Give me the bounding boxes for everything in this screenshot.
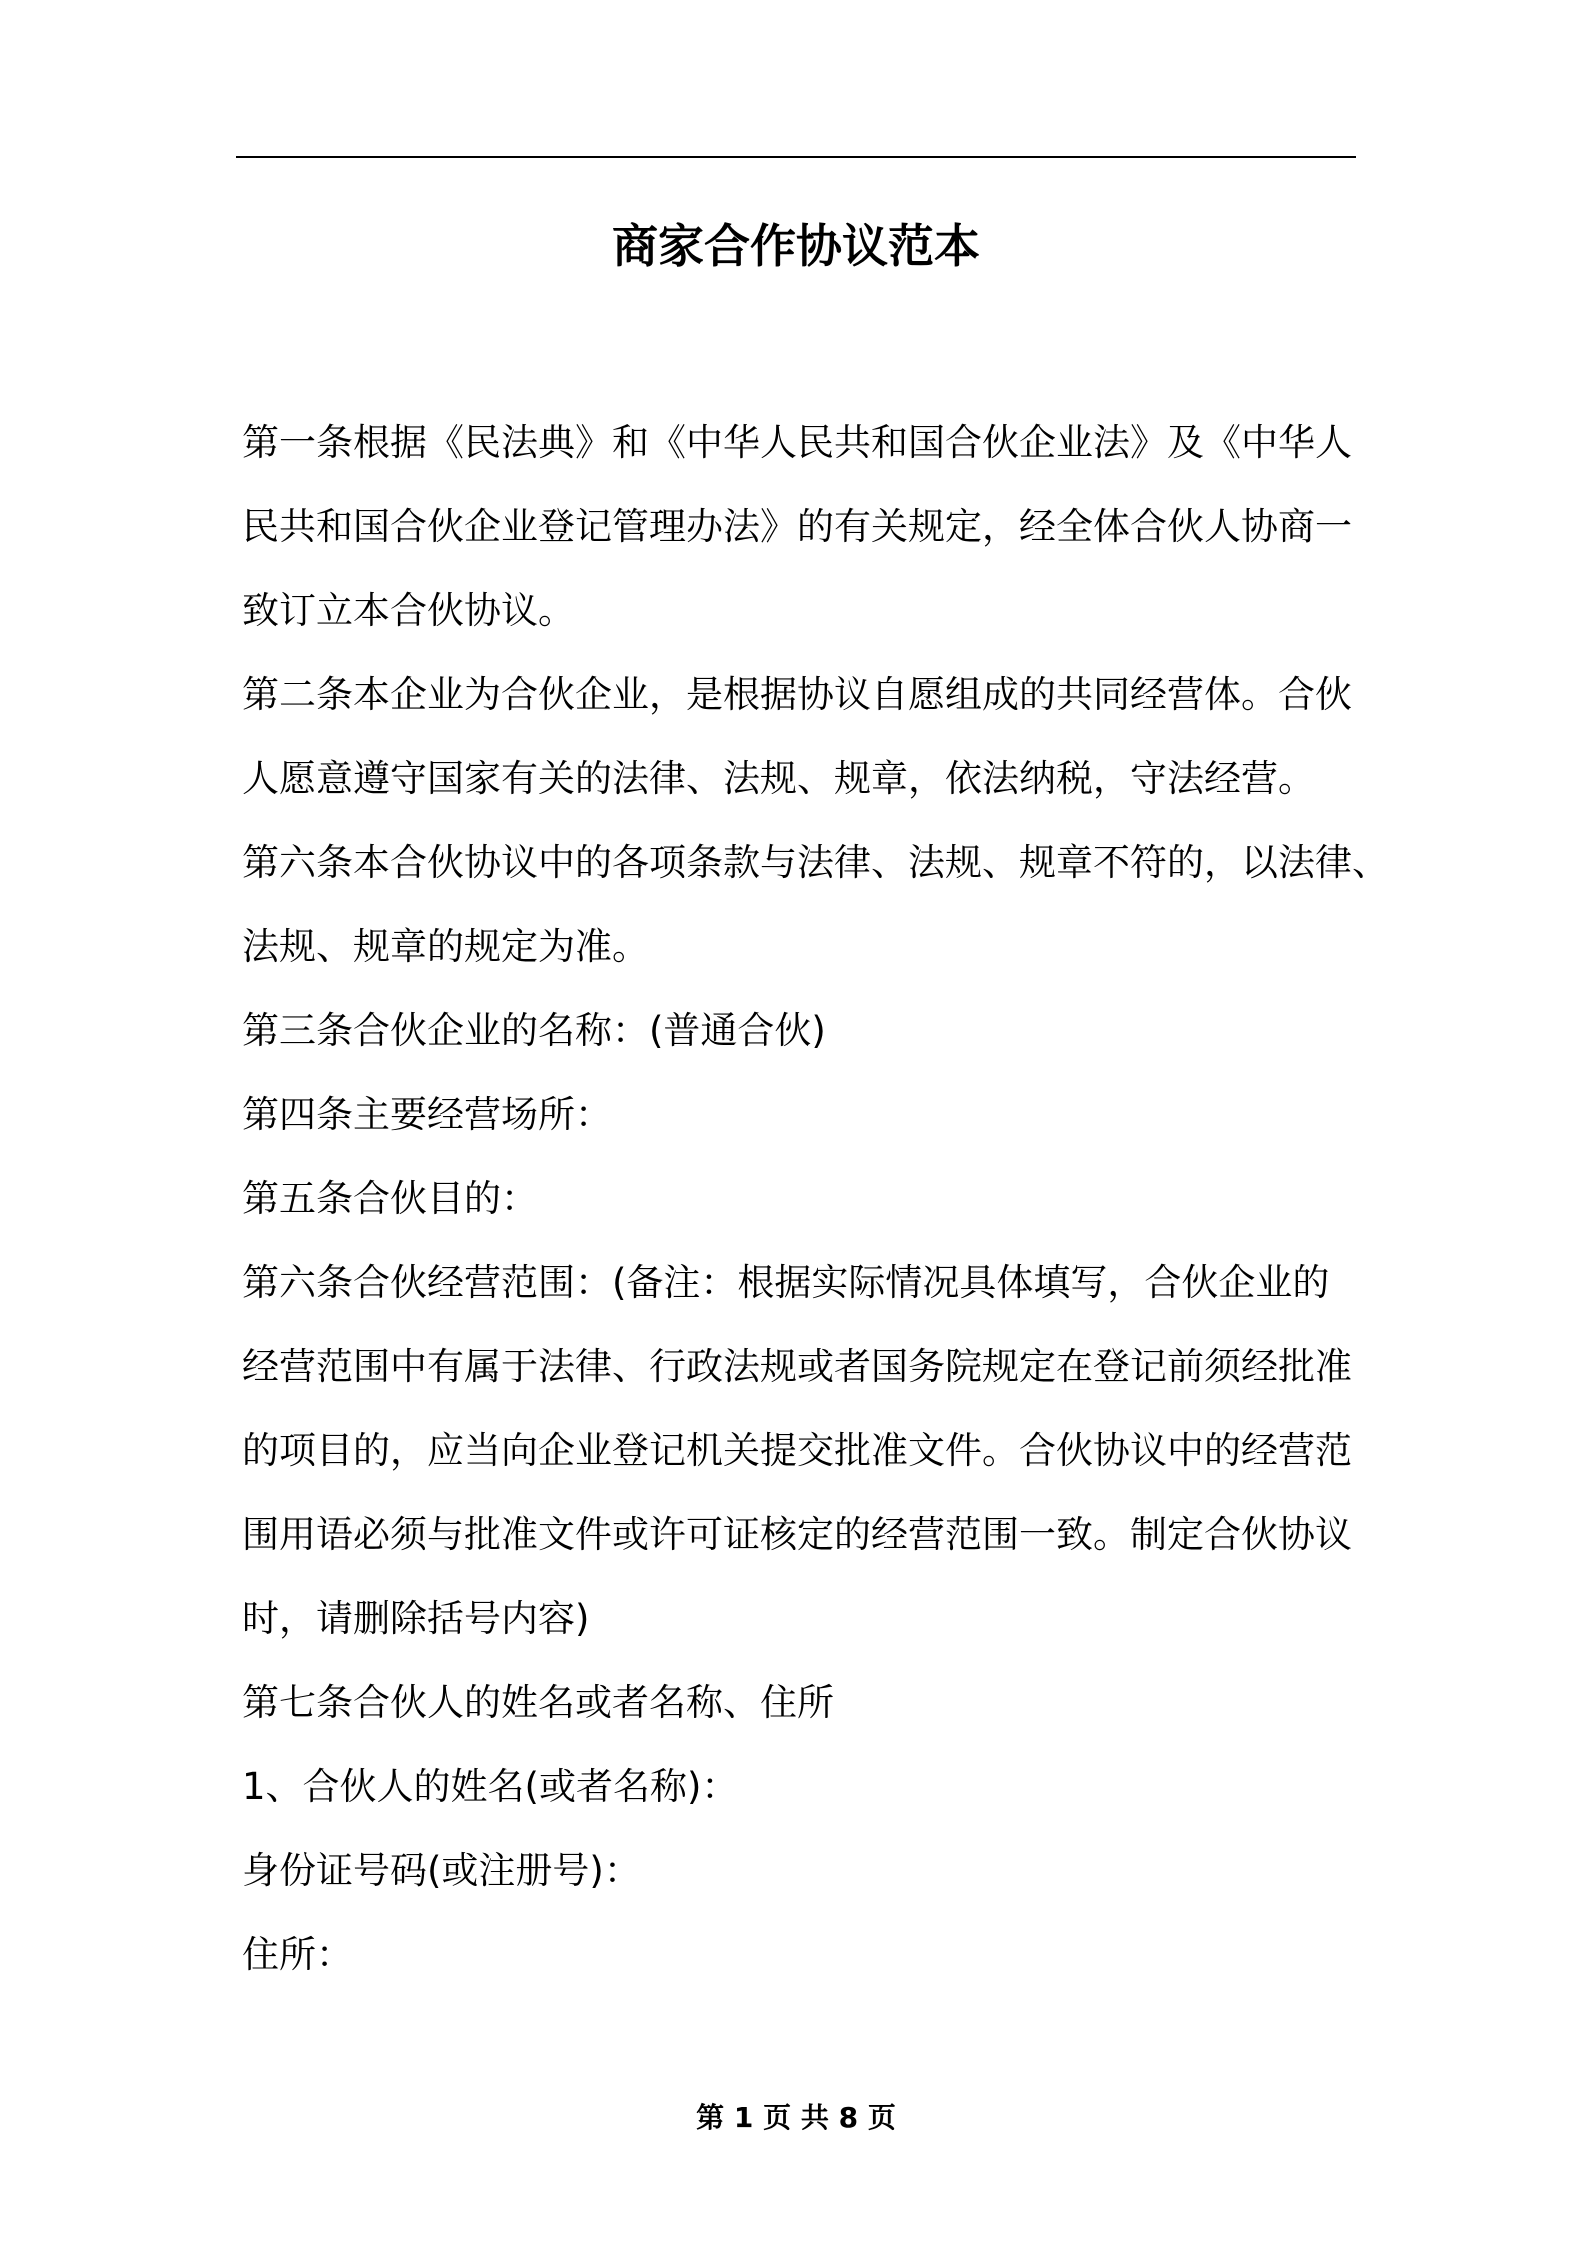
page-number-footer: 第 1 页 共 8 页 bbox=[696, 2101, 896, 2134]
document-body bbox=[242, 401, 1389, 1997]
body-line: 的项目的，应当向企业登记机关提交批准文件。合伙协议中的经营范 bbox=[242, 1429, 1352, 1472]
body-line: 第一条根据《民法典》和《中华人民共和国合伙企业法》及《中华人 bbox=[242, 421, 1352, 464]
document-title: 商家合作协议范本 bbox=[612, 219, 980, 273]
body-line: 法规、规章的规定为准。 bbox=[242, 925, 649, 968]
body-line: 第七条合伙人的姓名或者名称、住所 bbox=[242, 1681, 834, 1724]
body-line: 致订立本合伙协议。 bbox=[242, 589, 575, 632]
body-line: 民共和国合伙企业登记管理办法》的有关规定，经全体合伙人协商一 bbox=[242, 505, 1352, 548]
body-line: 1、合伙人的姓名(或者名称)： bbox=[242, 1765, 739, 1808]
body-line: 时，请删除括号内容) bbox=[242, 1597, 590, 1640]
body-line: 围用语必须与批准文件或许可证核定的经营范围一致。制定合伙协议 bbox=[242, 1513, 1352, 1556]
body-line: 第四条主要经营场所： bbox=[242, 1093, 612, 1136]
body-line: 住所： bbox=[242, 1933, 353, 1976]
header-rule bbox=[236, 156, 1356, 158]
body-line: 第六条本合伙协议中的各项条款与法律、法规、规章不符的，以法律、 bbox=[242, 841, 1389, 884]
body-line: 身份证号码(或注册号)： bbox=[242, 1849, 641, 1892]
body-line: 第三条合伙企业的名称：(普通合伙) bbox=[242, 1009, 826, 1052]
body-line: 人愿意遵守国家有关的法律、法规、规章，依法纳税，守法经营。 bbox=[242, 757, 1315, 800]
body-line: 第五条合伙目的： bbox=[242, 1177, 538, 1220]
body-line: 经营范围中有属于法律、行政法规或者国务院规定在登记前须经批准 bbox=[242, 1345, 1352, 1388]
body-line: 第二条本企业为合伙企业，是根据协议自愿组成的共同经营体。合伙 bbox=[242, 673, 1352, 716]
body-line: 第六条合伙经营范围：(备注：根据实际情况具体填写，合伙企业的 bbox=[242, 1261, 1330, 1304]
